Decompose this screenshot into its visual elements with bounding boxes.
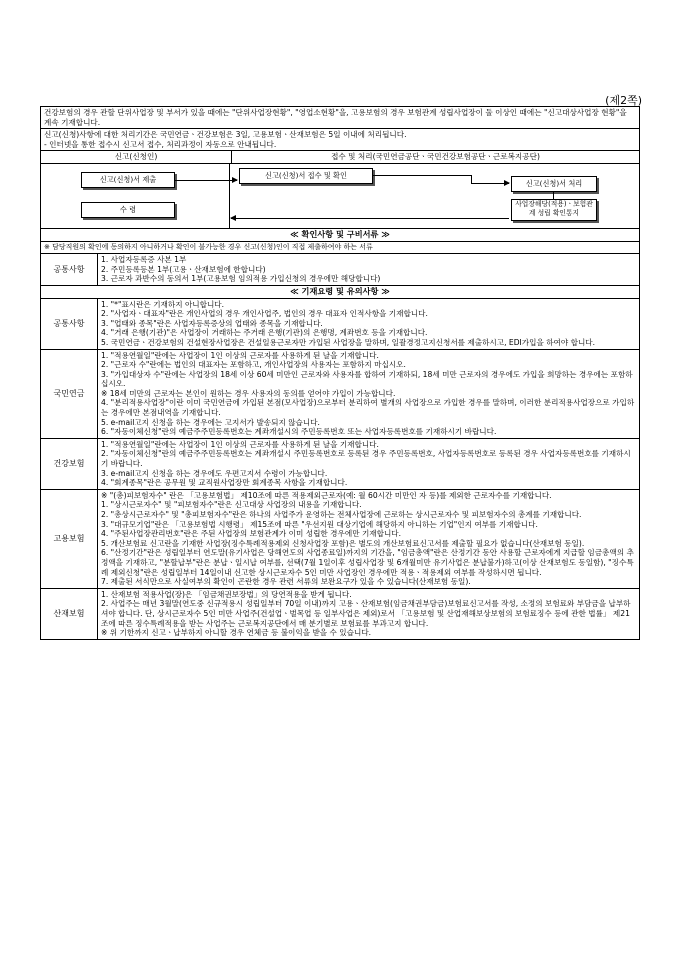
guide-item: ※ "(총)피보험자수" 란은 「고용보험법」 제10조에 따른 적용제외근로자(예: 월 60시간 미만인 자 등)를 제외한 근로자수를 기재합니다.: [101, 490, 552, 500]
guide-item: 7. 제출된 서식만으로 사실여부의 확인이 곤란한 경우 관련 서류의 보완요구가 있을 수 있습니다(산재보험 동일).: [101, 577, 471, 587]
guide-item: 2. "자동이체신청"란의 예금주주민등록번호는 계좌개설시 주민등록번호로 등록된 경우 주민등록번호, 사업자등록번호로 등록된 경우 사업자등록번호를 기재하시기 바랍니다.: [101, 449, 631, 469]
guide-item: 1. "상시근로자수" 및 "피보험자수"란은 신고대상 사업장의 내용을 기재합니다.: [101, 500, 362, 510]
flow-box-process: 신고(신청)서 처리: [511, 176, 597, 192]
check-item: 1. 사업자등록증 사본 1부: [101, 255, 187, 265]
guide-row-content: [98, 490, 639, 588]
flow-arrow-submit: [175, 180, 237, 181]
flow-arrow-recv: [231, 218, 509, 219]
guide-item: 2. "총상시근로자수" 및 "총피보험자수"란은 하나의 사업주가 운영하는 전체사업장에 근로하는 상시근로자수 및 피보험자수의 총계를 기재합니다.: [101, 510, 582, 519]
flow-header-applicant: 신고(신청인): [41, 151, 232, 163]
flow-line-down: [553, 192, 554, 199]
guide-section-title: ≪ 기재요령 및 유의사항 ≫: [40, 286, 640, 299]
check-section-title: ≪ 확인사항 및 구비서류 ≫: [40, 229, 640, 242]
flow-arrow-process: [471, 183, 509, 184]
guide-item: ※ 18세 미만의 근로자는 본인이 원하는 경우 사용자의 동의를 얻어야 가입이 가능합니다.: [101, 388, 396, 398]
guide-item: 4. "분리적용사업장"이란 이미 국민연금에 가입된 본점(모사업장)으로부터 분리하여 별개의 사업장으로 가입한 경우를 말하며, 이러한 분리적용사업장으로 가입하는 경우에만 본점내역을 기재합니다.: [101, 398, 635, 418]
guide-item: 5. 국민연금ㆍ건강보험의 건설현장사업장은 건설일용근로자만 가입된 사업장을 말하며, 일괄경정고지신청서를 제출하시고, EDI가입을 하여야 합니다.: [101, 337, 596, 347]
flow-header-agency: 접수 및 처리(국민연금공단ㆍ국민건강보험공단ㆍ근로복지공단): [232, 151, 640, 163]
guide-item: 2. "사업자ㆍ대표자"란은 개인사업의 경우 개인사업주, 법인의 경우 대표자 인적사항을 기재합니다.: [101, 309, 428, 319]
guide-row: [41, 299, 639, 349]
page-number: (제2쪽): [605, 94, 642, 107]
guide-item: 4. "주된사업장관리번호"란은 주된 사업장의 보험관계가 이미 성립한 경우에만 기재합니다.: [101, 529, 402, 539]
guide-row: [41, 489, 639, 588]
flow-line-receive: [373, 175, 471, 176]
guide-item: 6. "산정기간"란은 성립일부터 연도말(유기사업은 당해연도의 사업종료일)까지의 기간을, "임금총액"란은 산정기간 동안 사용할 근로자에게 지급할 임금총액의 추정액을 기재하고, "분할납부"란은 분납ㆍ일시납 여부를, 선택(7월 1일이후 성립사업장 및 6개월미만 유기사업은 분납불가)하고(이상 산재보험도 동일함), "징수특례 제외신청"란은 성립일부터 14일이내 신고한 상시근로자수 5인 미만 사업장인 경우에만 적용ㆍ적용제외 여부를 작성하시면 됩니다.: [101, 548, 634, 577]
guide-item: 1. "적용연월일"란에는 사업장이 1인 이상의 근로자를 사용하게 된 날을 기재합니다.: [101, 439, 379, 449]
check-row-label: 공통사항: [41, 254, 98, 285]
intro-line-3: - 인터넷을 통한 접수시 신고서 접수, 처리과정이 자동으로 안내됩니다.: [44, 139, 277, 149]
guide-row: [41, 349, 639, 438]
check-row-common: [41, 254, 639, 285]
guide-row-content: [98, 299, 639, 349]
check-row-content: [98, 254, 639, 285]
guide-item: 1. "*"표시란은 기재하지 아니합니다.: [101, 299, 225, 309]
guide-row: [41, 438, 639, 489]
intro-block: [40, 106, 640, 129]
flow-box-notice: 사업장해당(적용)ㆍ보험관계 성립 확인통지: [511, 199, 597, 221]
guide-row: [41, 588, 639, 639]
form-document: [40, 106, 640, 640]
check-section-note: ※ 담당직원의 확인에 동의하지 아니하거나 확인이 불가능한 경우 신고(신청)인이 직접 제출하여야 하는 서류: [40, 242, 640, 255]
guide-table: [40, 299, 640, 640]
flow-line-drop: [471, 175, 472, 183]
guide-item: 3. e-mail고지 신청을 하는 경우에도 우편고지서 수령이 가능합니다.: [101, 468, 328, 478]
intro-line-1: 건강보험의 경우 관할 단위사업장 및 부서가 있을 때에는 "단위사업장현황", "영업소현황"을, 고용보험의 경우 보험관계 성립사업장이 둘 이상인 때에는 "신고대상사업장 현황"을 계속 기재합니다.: [44, 108, 627, 127]
intro-line-2: 신고(신청)사항에 대한 처리기간은 국민연금ㆍ건강보험은 3일, 고용보험ㆍ산재보험은 5일 이내에 처리됩니다.: [44, 130, 407, 140]
guide-item: 5. e-mail고지 신청을 하는 경우에는 고지서가 발송되지 않습니다.: [101, 417, 320, 427]
guide-row-label: 공통사항: [41, 299, 98, 349]
guide-row-label: 건강보험: [41, 439, 98, 489]
guide-row-label: 국민연금: [41, 350, 98, 438]
check-item: 2. 주민등록등본 1부(고용ㆍ산재보험에 한합니다): [101, 264, 266, 274]
guide-row-content: [98, 589, 639, 639]
guide-item: 4. "회계종목"란은 공무원 및 교직원사업장만 회계종목 사항을 기재합니다.: [101, 478, 348, 488]
guide-item: 5. 개산보험료 신고란을 기재한 사업장(징수특례적용제외 신청사업장 포함)은 별도의 개산보험료신고서를 제출할 필요가 없습니다(산재보험 동일).: [101, 538, 585, 548]
guide-item: 3. "업태와 종목"란은 사업자등록증상의 업태와 종목을 기재합니다.: [101, 318, 323, 328]
guide-row-content: [98, 439, 639, 489]
flow-box-receive: 신고(신청)서 접수 및 확인: [239, 168, 373, 184]
guide-item: 1. "적용연월일"란에는 사업장이 1인 이상의 근로자를 사용하게 된 날을 기재합니다.: [101, 350, 379, 360]
flow-header: [40, 151, 640, 164]
guide-row-label: 고용보험: [41, 490, 98, 588]
flow-box-recv: 수 령: [81, 202, 175, 218]
guide-item: 3. "가입대상자 수"란에는 사업장의 18세 이상 60세 미만인 근로자와 사용자를 합하여 기재하되, 18세 미만 근로자의 경우에도 가입을 희망하는 경우에는 포함하십시오.: [101, 369, 633, 389]
intro-process-block: [40, 129, 640, 151]
guide-item: 1. 산재보험 적용사업(장)은 「임금채권보장법」의 당연적용을 받게 됩니다.: [101, 589, 352, 599]
check-table: [40, 254, 640, 286]
guide-row-label: 산재보험: [41, 589, 98, 639]
guide-item: 2. 사업주는 매년 3월말(연도중 신규적용시 성립일부터 70일 이내)까지 고용ㆍ산재보험(임금채권부담금)보험료신고서를 작성, 소정의 보험료와 부담금을 납부하셔야 합니다. 단, 상시근로자수 5인 미만 사업주(건설업ㆍ벌목업 등 일부사업은 제외)로서 「고용보험 및 산업재해보상보험의 보험료징수 등에 관한 법률」 제21조에 따른 징수특례적용을 받는 사업주는 근로복지공단에서 매 분기별로 보험료를 부과고지 합니다.: [101, 599, 631, 628]
guide-row-content: [98, 350, 639, 438]
guide-item: 2. "근로자 수"란에는 법인의 대표자는 포함하고, 개인사업장의 사용자는 포함하지 마십시오.: [101, 360, 406, 370]
process-flow: [40, 164, 640, 229]
flow-box-submit: 신고(신청)서 제출: [81, 172, 175, 188]
guide-item: ※ 위 기한까지 신고ㆍ납부하지 아니할 경우 연체금 등 불이익을 받을 수 있습니다.: [101, 628, 372, 638]
check-item: 3. 근로자 과반수의 동의서 1부(고용보험 임의적용 가입신청의 경우에만 해당합니다): [101, 274, 381, 284]
guide-item: 4. "거래 은행(기관)"은 사업장이 거래하는 주거래 은행(기관)의 은행명, 계좌번호 등을 기재합니다.: [101, 328, 428, 338]
guide-item: 3. "대규모기업"란은 「고용보험법 시행령」 제15조에 따른 "우선지원 대상기업에 해당하지 아니하는 기업"인지 여부를 기재합니다.: [101, 519, 538, 529]
guide-item: 6. "자동이체신청"란의 예금주주민등록번호는 계좌개설시의 주민등록번호 또는 사업자등록번호를 기재하시기 바랍니다.: [101, 427, 497, 437]
